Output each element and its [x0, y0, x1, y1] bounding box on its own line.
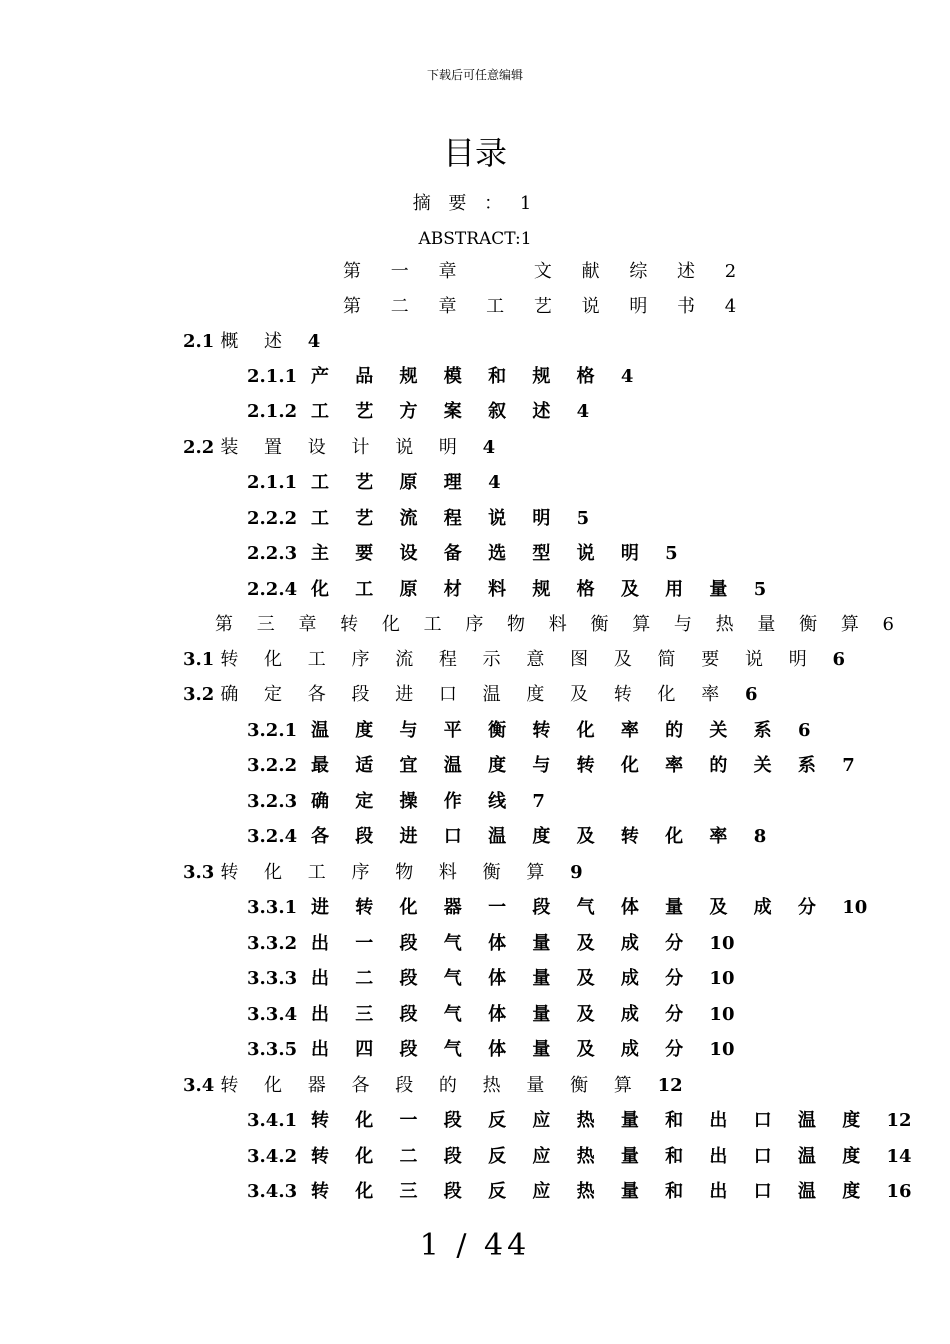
toc-entry-subsection[interactable] [247, 1036, 734, 1064]
toc-entry-text: 出 二 段 气 体 量 及 成 分 [311, 968, 694, 989]
toc-entry-text: 转 化 器 各 段 的 热 量 衡 算 [220, 1075, 642, 1096]
toc-entry-number: 3.4.1 [247, 1110, 298, 1131]
toc-entry-number: 3.2.3 [247, 791, 298, 812]
toc-entry-subsection[interactable] [247, 363, 633, 391]
toc-entry-number: 2.2.3 [247, 543, 298, 564]
toc-entry-number: 2.1 [183, 331, 215, 352]
toc-entry-text: 第 三 章 转 化 工 序 物 料 衡 算 与 热 量 衡 算 6 [215, 614, 903, 635]
toc-entry-page: 10 [842, 897, 868, 918]
toc-entry-page: 5 [576, 508, 590, 529]
toc-entry-number: 2.2 [183, 437, 215, 458]
toc-entry-section[interactable] [183, 434, 495, 462]
toc-entry-text: 产 品 规 模 和 规 格 [311, 366, 605, 387]
toc-entry-number: 3.4.2 [247, 1146, 298, 1167]
toc-entry-page: 10 [709, 968, 735, 989]
toc-entry-number: 3.3.1 [247, 897, 298, 918]
toc-entry-subsection[interactable] [247, 469, 501, 497]
toc-entry-number: 3.3 [183, 862, 215, 883]
toc-entry-subsection[interactable] [247, 788, 545, 816]
toc-entry-text: 转 化 一 段 反 应 热 量 和 出 口 温 度 [311, 1110, 871, 1131]
header-note: 下载后可任意编辑 [426, 68, 523, 82]
toc-entry-text: 出 四 段 气 体 量 及 成 分 [311, 1039, 694, 1060]
toc-entry-page: 4 [620, 366, 634, 387]
toc-entry-chapter-3[interactable] [215, 611, 903, 639]
toc-entry-subsection[interactable] [247, 1001, 734, 1029]
toc-entry-number: 2.1.1 [247, 366, 298, 387]
toc-entry-page: 10 [709, 1039, 735, 1060]
toc-entry-subsection[interactable] [247, 540, 678, 568]
toc-entry-text: 摘 要 ： 1 [412, 193, 538, 214]
toc-entry-number: 3.2.1 [247, 720, 298, 741]
toc-entry-page: 7 [532, 791, 545, 812]
toc-entry-subsection[interactable] [247, 894, 867, 922]
toc-entry-number: 3.4 [183, 1075, 215, 1096]
toc-entry-number: 3.2 [183, 684, 215, 705]
toc-entry-number: 3.3.5 [247, 1039, 298, 1060]
toc-entry-page: 12 [657, 1075, 683, 1096]
toc-entry-page: 14 [886, 1146, 912, 1167]
toc-entry-text: 概 述 [220, 331, 293, 352]
toc-entry-page: 10 [709, 1004, 735, 1025]
toc-entry-text: 出 一 段 气 体 量 及 成 分 [311, 933, 694, 954]
toc-entry-section[interactable] [183, 859, 583, 887]
toc-entry-number: 3.3.2 [247, 933, 298, 954]
toc-entry-number: 2.2.4 [247, 579, 298, 600]
toc-entry-text: 工 艺 流 程 说 明 [311, 508, 561, 529]
toc-entry-number: 3.3.4 [247, 1004, 298, 1025]
page-indicator: 1 / 44 [419, 1228, 531, 1263]
toc-entry-page: 10 [709, 933, 735, 954]
toc-entry-number: 3.2.4 [247, 826, 298, 847]
toc-entry-page: 5 [753, 579, 767, 600]
toc-entry-subsection[interactable] [247, 505, 589, 533]
toc-entry-page: 4 [307, 331, 321, 352]
toc-entry-text: ABSTRACT:1 [418, 229, 532, 249]
toc-entry-text: 主 要 设 备 选 型 说 明 [311, 543, 649, 564]
toc-entry-text: 化 工 原 材 料 规 格 及 用 量 [311, 579, 738, 600]
toc-entry-text: 最 适 宜 温 度 与 转 化 率 的 关 系 [311, 755, 826, 776]
toc-entry-text: 装 置 设 计 说 明 [220, 437, 467, 458]
toc-entry-text: 工 艺 方 案 叙 述 [311, 401, 561, 422]
toc-entry-page: 8 [753, 826, 767, 847]
toc-entry-page: 6 [832, 649, 845, 670]
toc-entry-page: 7 [842, 755, 855, 776]
toc-entry-text: 转 化 工 序 物 料 衡 算 [220, 862, 555, 883]
toc-entry-number: 3.3.3 [247, 968, 298, 989]
toc-entry-text: 进 转 化 器 一 段 气 体 量 及 成 分 [311, 897, 826, 918]
toc-entry-number: 3.2.2 [247, 755, 298, 776]
toc-entry-number: 2.1.2 [247, 401, 298, 422]
toc-entry-page: 4 [482, 437, 496, 458]
toc-entry-subsection[interactable] [247, 965, 734, 993]
toc-entry-page: 4 [576, 401, 590, 422]
page-title: 目录 [442, 134, 507, 172]
toc-entry-abstract[interactable] [0, 225, 950, 253]
toc-entry-section[interactable] [183, 646, 845, 674]
toc-entry-subsection[interactable] [247, 576, 766, 604]
toc-entry-page: 9 [570, 862, 583, 883]
toc-entry-summary[interactable] [0, 190, 950, 218]
toc-entry-page: 6 [797, 720, 811, 741]
toc-entry-text: 工 艺 原 理 [311, 472, 472, 493]
toc-entry-subsection[interactable] [247, 398, 589, 426]
toc-entry-subsection[interactable] [247, 1178, 912, 1206]
toc-entry-text: 出 三 段 气 体 量 及 成 分 [311, 1004, 694, 1025]
toc-entry-subsection[interactable] [247, 1107, 912, 1135]
toc-entry-text: 转 化 二 段 反 应 热 量 和 出 口 温 度 [311, 1146, 871, 1167]
toc-entry-page: 16 [886, 1181, 912, 1202]
toc-entry-section[interactable] [183, 328, 320, 356]
toc-entry-section[interactable] [183, 681, 758, 709]
toc-entry-number: 2.1.1 [247, 472, 298, 493]
toc-entry-page: 5 [665, 543, 678, 564]
toc-entry-text: 温 度 与 平 衡 转 化 率 的 关 系 [311, 720, 782, 741]
toc-entry-text: 第 一 章 文 献 综 述 2 [343, 261, 749, 282]
toc-entry-section[interactable] [183, 1072, 683, 1100]
toc-entry-subsection[interactable] [247, 717, 810, 745]
toc-entry-subsection[interactable] [247, 823, 766, 851]
toc-entry-subsection[interactable] [247, 752, 855, 780]
toc-entry-text: 确 定 操 作 线 [311, 791, 517, 812]
toc-entry-page: 4 [488, 472, 501, 493]
toc-entry-subsection[interactable] [247, 930, 734, 958]
toc-entry-number: 2.2.2 [247, 508, 298, 529]
toc-entry-text: 各 段 进 口 温 度 及 转 化 率 [311, 826, 738, 847]
toc-entry-text: 转 化 三 段 反 应 热 量 和 出 口 温 度 [311, 1181, 871, 1202]
toc-entry-chapter-2[interactable] [343, 293, 748, 321]
toc-entry-number: 3.4.3 [247, 1181, 298, 1202]
toc-entry-number: 3.1 [183, 649, 215, 670]
toc-entry-page: 6 [745, 684, 758, 705]
toc-entry-text: 转 化 工 序 流 程 示 意 图 及 简 要 说 明 [220, 649, 817, 670]
toc-entry-text: 第 二 章 工 艺 说 明 书 4 [343, 296, 749, 317]
toc-entry-chapter-1[interactable] [343, 258, 748, 286]
toc-entry-page: 12 [886, 1110, 912, 1131]
toc-entry-text: 确 定 各 段 进 口 温 度 及 转 化 率 [220, 684, 730, 705]
toc-entry-subsection[interactable] [247, 1143, 912, 1171]
